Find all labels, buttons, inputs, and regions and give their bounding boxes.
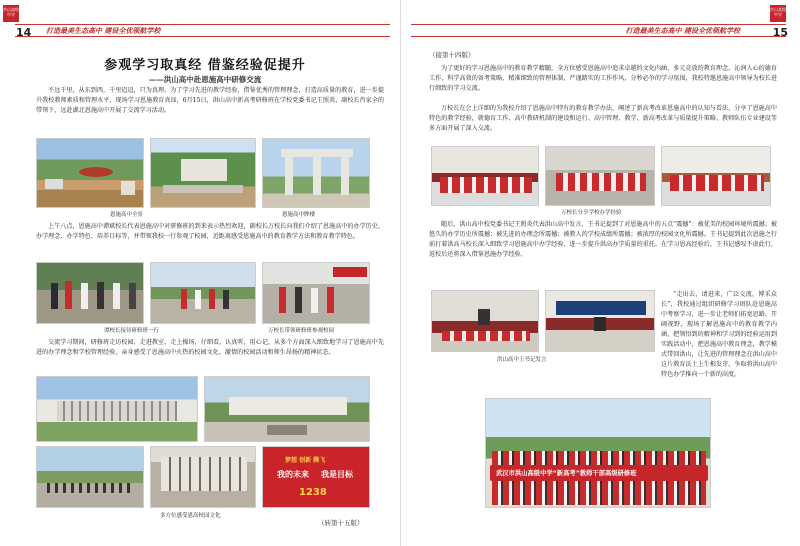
caption-campus-culture: 多方位感受恩高校园文化 bbox=[160, 513, 221, 519]
photo-reception bbox=[36, 262, 144, 324]
article-title: 参观学习取真经 借鉴经验促提升 bbox=[104, 58, 306, 73]
photo-meeting-2 bbox=[545, 146, 655, 206]
caption-reception: 谭校长接待研修班一行 bbox=[104, 328, 160, 334]
header-slogan-left: 打造最美生态高中 建设全优领航学校 bbox=[46, 26, 161, 35]
continued-from-page-14: （接第十四版） bbox=[429, 51, 475, 59]
left-paragraph-2: 上午八点，恩施高中谭斌校长代表恩施高中对研修班的到来表示热烈欢迎，副校长万校长向我们介绍了恩施高中的办学历史、办学理念、办学特色、培养目标等，并带领我校一行参观了校园，近距离感受恩施高中的教育教学方法和教育教学特色。 bbox=[36, 223, 384, 240]
caption-archway: 恩施高中牌楼 bbox=[282, 212, 316, 218]
right-page bbox=[400, 0, 800, 546]
left-paragraph-3: 交流学习期间，研修班走访校园、走进教室、走上操场，仔细看，认真听，用心记，从多个方面深入细致地学习了恩施高中先进的办学理念和学校管理经验，亲身感受了恩施高中火热的校园文化、激情的校园活动和师生昂扬的精神状态。 bbox=[36, 339, 384, 356]
photo-campus-walk bbox=[150, 262, 256, 324]
right-paragraph-2: 万校长在会上详细的为我校介绍了恩施高中特有的教育教学办法，阐述了新高考改革恩施高中的认知与看法，分享了恩施高中特色的教学经验，就德育工作、高中教研机制的建设和运行、高中管理、教学、新高考改革与质量提升策略、教师队伍专业建设等多方面开展了深入交流。 bbox=[429, 105, 777, 132]
photo-courtyard bbox=[150, 446, 256, 508]
caption-experience-sharing: 万校长分享学校办学经验 bbox=[561, 210, 622, 216]
photo-campus-aerial bbox=[150, 138, 256, 208]
right-paragraph-1: 为了更好的学习恩施高中的教育教学精髓，全方位感受恩施高中追求卓越的文化内涵、多元竞放的教育理念、沁润人心的德育工作、科学高效的备考策略、精准细致的管理体制、严谨踏实的工作作风，分秒必争的学习氛围，我校特邀恩施高中领导为校长进行细致的学习交流。 bbox=[429, 65, 777, 92]
group-banner-text: 武汉市洪山高级中学“新高考”教师干部高级研修班 bbox=[496, 470, 637, 477]
sign-line-3: 我是目标 bbox=[321, 470, 353, 479]
sign-line-4: 1238 bbox=[299, 487, 327, 498]
sign-line-1: 梦想 创新 腾飞 bbox=[285, 457, 326, 464]
caption-secretary-speech: 洪山高中王书记发言 bbox=[497, 357, 547, 363]
photo-campus-panorama bbox=[36, 138, 144, 208]
sign-line-2: 我的未来 bbox=[277, 470, 309, 479]
photo-group bbox=[485, 398, 711, 508]
caption-campus-panorama: 恩施高中全景 bbox=[110, 212, 144, 218]
caption-campus-tour: 万校长带领研修班参观校园 bbox=[268, 328, 335, 334]
photo-speech-2 bbox=[545, 290, 655, 352]
continued-to-page-15: （转第十五版） bbox=[318, 519, 364, 527]
photo-speech-1 bbox=[431, 290, 539, 352]
photo-archway bbox=[262, 138, 370, 208]
photo-campus-tour bbox=[262, 262, 370, 324]
header-slogan-right: 打造最美生态高中 建设全优领航学校 bbox=[625, 26, 740, 35]
photo-meeting-1 bbox=[431, 146, 539, 206]
photo-meeting-3 bbox=[661, 146, 771, 206]
school-logo-left: 洪山高级中学 bbox=[3, 5, 19, 22]
left-paragraph-1: 不远千里，从东到西，千里迢迢，只为真理。为了学习先进的教学经验，借鉴优秀的管理理念，打造高质量的教育，进一步提升我校教师素质和管理水平，现场学习恩施教育真谛，6月15日，洪山高中新高考研修班在学校党委书记王照炎、副校长肖家全的带领下，远赴湖北恩施高中开展了交流学习活动。 bbox=[36, 87, 384, 114]
school-logo-right: 洪山高级中学 bbox=[770, 5, 786, 22]
photo-building-1 bbox=[36, 376, 198, 442]
photo-slogan-sign bbox=[262, 446, 370, 508]
right-paragraph-4-a: “走出去，请进来，广泛交流，博采众长”，我校通过组织研修学习团队赴恩施高中考察学习，进一步让老师们拓宽思路、开阔视野，现场了解恩施高中的教育教学内涵，把领悟到的精神和学习到的经验运用到实践活动中，把恩施高中教育理念，教学模式带回洪山，让先进的管理理念在洪山高中这片教育沃土上生根发芽，争取将洪山高中特色办学推向一个新的高度。 bbox=[661, 291, 777, 378]
photo-building-2 bbox=[204, 376, 370, 442]
page-number-right: 15 bbox=[772, 26, 788, 39]
photo-students-field bbox=[36, 446, 144, 508]
page-number-left: 14 bbox=[16, 26, 32, 39]
article-subtitle: ——洪山高中赴恩施高中研修交流 bbox=[148, 75, 262, 84]
right-paragraph-3: 随后，洪山高中校党委书记王照炎代表洪山高中发言，王书记提到了对恩施高中的五点“震撼”：被优美的校园环境所震撼；被悠久的办学历史所震撼；被先进的办理念所震撼；被教人的学校成绩所震撼；被浓厚的校园文化所震撼。王书记提到此次恩施之行前打着洪高马校长深入细致学习恩施高中办学经验，进一步提升洪高办学质量的重托。在学习恩高经验后，王书记感叹不虚此行，返校后还将深入借鉴恩施办学经验。 bbox=[429, 221, 777, 258]
